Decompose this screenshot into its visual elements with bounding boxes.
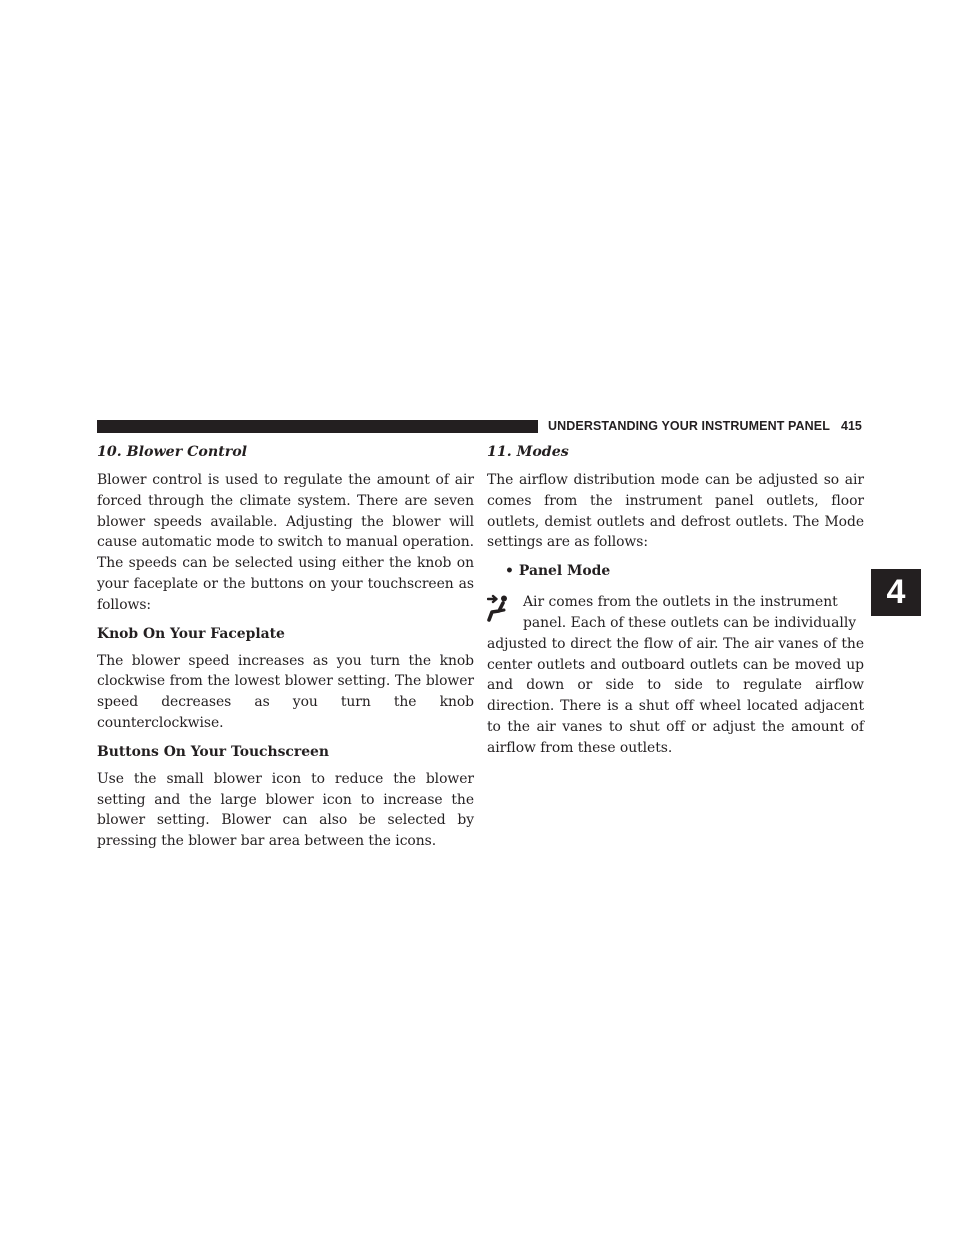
- chapter-tab: [871, 569, 921, 616]
- panel-mode-description: [487, 592, 864, 758]
- section-title-modes: 11. Modes: [487, 444, 569, 460]
- chapter-number: 4: [886, 573, 906, 611]
- modes-intro-paragraph: The airflow distribution mode can be adjusted so air comes from the instrument panel outlets, floor outlets, demist outlets and defrost outlets. The Mode settings are as follows:: [487, 472, 864, 551]
- panel-mode-bullet: [505, 560, 864, 582]
- left-column: [97, 441, 474, 852]
- header-rule: [97, 420, 538, 433]
- bullet-dot: •: [505, 563, 514, 580]
- touchscreen-subheading: Buttons On Your Touchscreen: [97, 743, 329, 760]
- section-title-blower-control: 10. Blower Control: [97, 444, 248, 460]
- panel-mode-paragraph: adjusted to direct the flow of air. The air vanes of the center outlets and outboard outlets can be moved up and down or side to side to regulate airflow direction. There is a shut off wheel located adjacent to the air vanes to shut off or adjust the amount of airflow from these outlets.: [487, 635, 864, 756]
- panel-mode-label: Panel Mode: [518, 563, 611, 580]
- panel-mode-line-1: Air comes from the outlets in the instrument: [523, 594, 838, 611]
- blower-intro-paragraph: Blower control is used to regulate the amount of air forced through the climate system. There are seven blower speeds available. Adjusting the blower will cause automatic mode to switch to manual operation. The speeds can be selected using either the knob on your faceplate or the buttons on your touchscreen as follows:: [97, 472, 474, 613]
- knob-subheading: Knob On Your Faceplate: [97, 625, 285, 642]
- panel-mode-icon: [487, 594, 511, 624]
- running-header-title: UNDERSTANDING YOUR INSTRUMENT PANEL: [548, 419, 830, 433]
- panel-mode-line-2: panel. Each of these outlets can be individually: [523, 614, 857, 631]
- right-column: [487, 441, 864, 759]
- touchscreen-paragraph: Use the small blower icon to reduce the blower setting and the large blower icon to increase the blower setting. Blower can also be selected by pressing the blower bar area between the icons.: [97, 770, 474, 850]
- knob-paragraph: The blower speed increases as you turn the knob clockwise from the lowest blower setting. The blower speed decreases as you turn the knob counterclockwise.: [97, 652, 474, 731]
- page-number: 415: [841, 419, 862, 433]
